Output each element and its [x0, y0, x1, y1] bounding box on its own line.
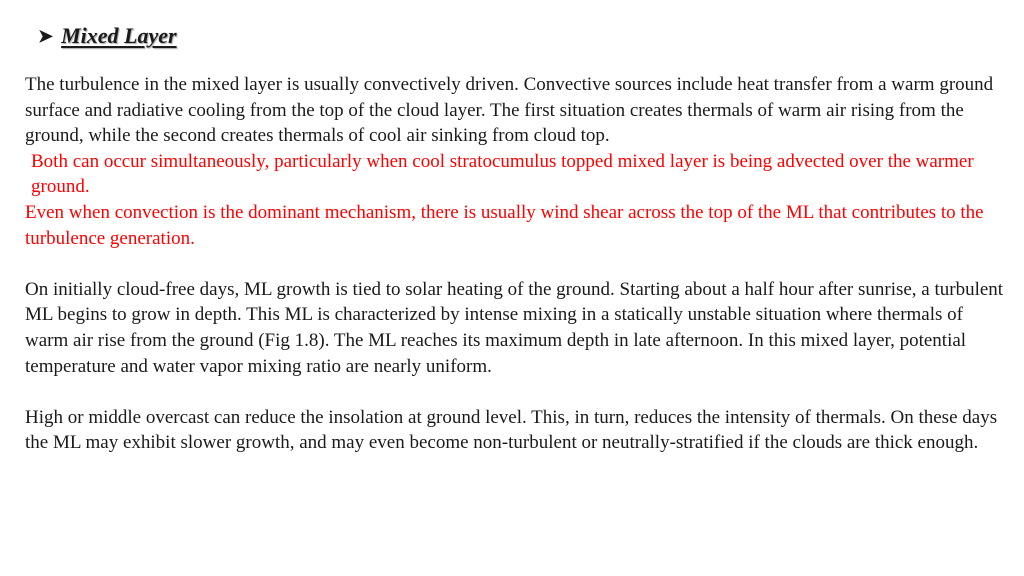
paragraph-spacer [25, 251, 1005, 277]
paragraph-cloud-free-days: On initially cloud-free days, ML growth is tied to solar heating of the ground. Starting about a half hour after sunrise, a turbulent ML begins to grow in depth. This ML is characterized by intense mixing in a statically unstable situation where thermals of warm air rise from the ground (Fig 1.8). The ML reaches its maximum depth in late afternoon. In this mixed layer, potential temperature and water vapor mixing ratio are nearly uniform. [25, 278, 1004, 377]
paragraph-simultaneous-highlight: Both can occur simultaneously, particularly when cool stratocumulus topped mixed layer is being advected over the warmer ground. [31, 150, 974, 198]
slide-body [25, 72, 1005, 456]
heading-title: Mixed Layer [61, 23, 177, 48]
slide-heading [38, 22, 177, 50]
arrow-bullet-icon: ➤ [38, 26, 54, 46]
paragraph-spacer [25, 379, 1005, 405]
paragraph-overcast: High or middle overcast can reduce the insolation at ground level. This, in turn, reduces the intensity of thermals. On these days the ML may exhibit slower growth, and may even become non-turbulent or neutrally-stratified if the clouds are thick enough. [25, 406, 998, 454]
paragraph-wind-shear-highlight: Even when convection is the dominant mechanism, there is usually wind shear across the top of the ML that contributes to the turbulence generation. [25, 201, 984, 249]
paragraph-convection: The turbulence in the mixed layer is usually convectively driven. Convective sources include heat transfer from a warm ground surface and radiative cooling from the top of the cloud layer. The first situation creates thermals of warm air rising from the ground, while the second creates thermals of cool air sinking from cloud top. [25, 74, 994, 147]
